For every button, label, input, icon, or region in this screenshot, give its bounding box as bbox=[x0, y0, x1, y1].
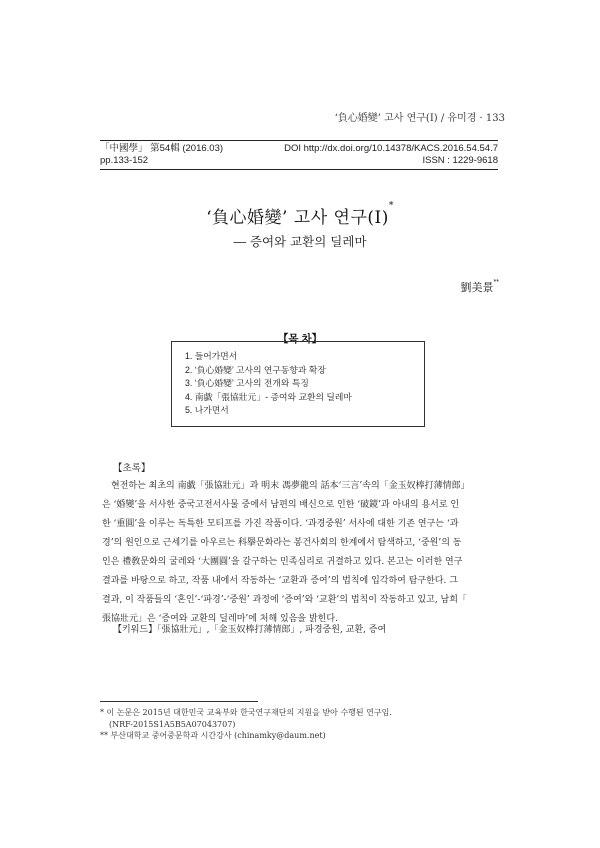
toc-heading: 【목 차】 bbox=[277, 333, 323, 345]
author-name: 劉美景 bbox=[460, 282, 494, 294]
author bbox=[461, 279, 499, 295]
doi-link[interactable]: DOI http://dx.doi.org/10.14378/KACS.2016.54.54.7 bbox=[284, 143, 498, 154]
paper-subtitle: ― 증여와 교환의 딜레마 bbox=[233, 234, 367, 249]
footnotes bbox=[100, 707, 500, 742]
title-footnote-mark: * bbox=[388, 201, 394, 211]
paper-title bbox=[0, 203, 600, 228]
publication-meta bbox=[100, 140, 498, 170]
toc-item: 1. 들어가면서 bbox=[185, 351, 238, 361]
issn: ISSN : 1229-9618 bbox=[422, 155, 498, 166]
abstract-line: 경’의 원인으로 근세기를 아우르는 科擧문화라는 봉건사회의 한계에서 탐색하고, ‘중원’의 동 bbox=[102, 538, 462, 548]
abstract-line: 張協壯元」은 ‘증여와 교환의 딜레마’에 처해 있음을 밝힌다. bbox=[102, 614, 338, 624]
abstract-line: 한 ‘重圓’을 이루는 독특한 모티프를 가진 작품이다. ‘과경중원’ 서사에 대한 기존 연구는 ‘과 bbox=[102, 519, 459, 529]
toc-item: 3. ‘負心婚變’ 고사의 전개와 특징 bbox=[185, 378, 309, 388]
page-range: pp.133-152 bbox=[100, 155, 149, 166]
abstract-line: 현전하는 최초의 南戱「張協壯元」과 明末 馮夢龍의 話本‘三言’속의「金玉奴棒打薄情郎」 bbox=[102, 481, 470, 491]
footnote-divider bbox=[100, 701, 258, 702]
abstract-body bbox=[102, 477, 500, 629]
abstract-line: 인은 禮敎문화의 굴레와 ‘大團圓’을 갈구하는 민족심리로 귀결하고 있다. 본고는 이러한 연구 bbox=[102, 557, 463, 567]
abstract-line: 결과, 이 작품들의 ‘혼인’-‘파경’-‘중원’ 과정에 ‘증여’와 ‘교환’의 법칙이 작동하고 있고, 남희「 bbox=[102, 595, 467, 605]
toc-item: 5. 나가면서 bbox=[185, 405, 229, 415]
journal-issue: 「中國學」 第54輯 (2016.03) bbox=[100, 143, 224, 154]
abstract-label: 【초록】 bbox=[113, 463, 151, 474]
table-of-contents bbox=[185, 350, 352, 418]
toc-item: 2. ‘負心婚變’ 고사의 연구동향과 확장 bbox=[185, 364, 326, 375]
footnote-author-affiliation: ** 부산대학교 중어중문학과 시간강사 (chinamky@daum.net) bbox=[100, 731, 326, 740]
abstract-line: 결과를 바탕으로 하고, 작품 내에서 작동하는 ‘교환과 증여’의 법칙에 입각하여 탐구한다. 그 bbox=[102, 576, 458, 586]
running-header: ‘負心婚變’ 고사 연구(Ⅰ) / 유미경 · 133 bbox=[334, 113, 505, 124]
toc-item: 4. 南戱「張協壯元」- 증여와 교환의 딜레마 bbox=[185, 391, 352, 402]
abstract-line: 은 ‘婚變’을 서사한 중국고전서사물 중에서 남편의 배신으로 인한 ‘破鏡’과 아내의 용서로 인 bbox=[102, 500, 460, 510]
paper-title-text: ‘負心婚變’ 고사 연구(Ⅰ) bbox=[206, 208, 389, 228]
footnote-grant-number: (NRF-2015S1A5B5A07043707) bbox=[109, 719, 236, 729]
keywords: 【키워드】「張協壯元」,「金玉奴棒打薄情郎」, 파경중원, 교환, 증여 bbox=[113, 625, 387, 635]
footnote-funding: * 이 논문은 2015년 대한민국 교육부와 한국연구재단의 지원을 받아 수행된 연구임. bbox=[100, 708, 392, 717]
author-footnote-mark: ** bbox=[493, 279, 499, 286]
